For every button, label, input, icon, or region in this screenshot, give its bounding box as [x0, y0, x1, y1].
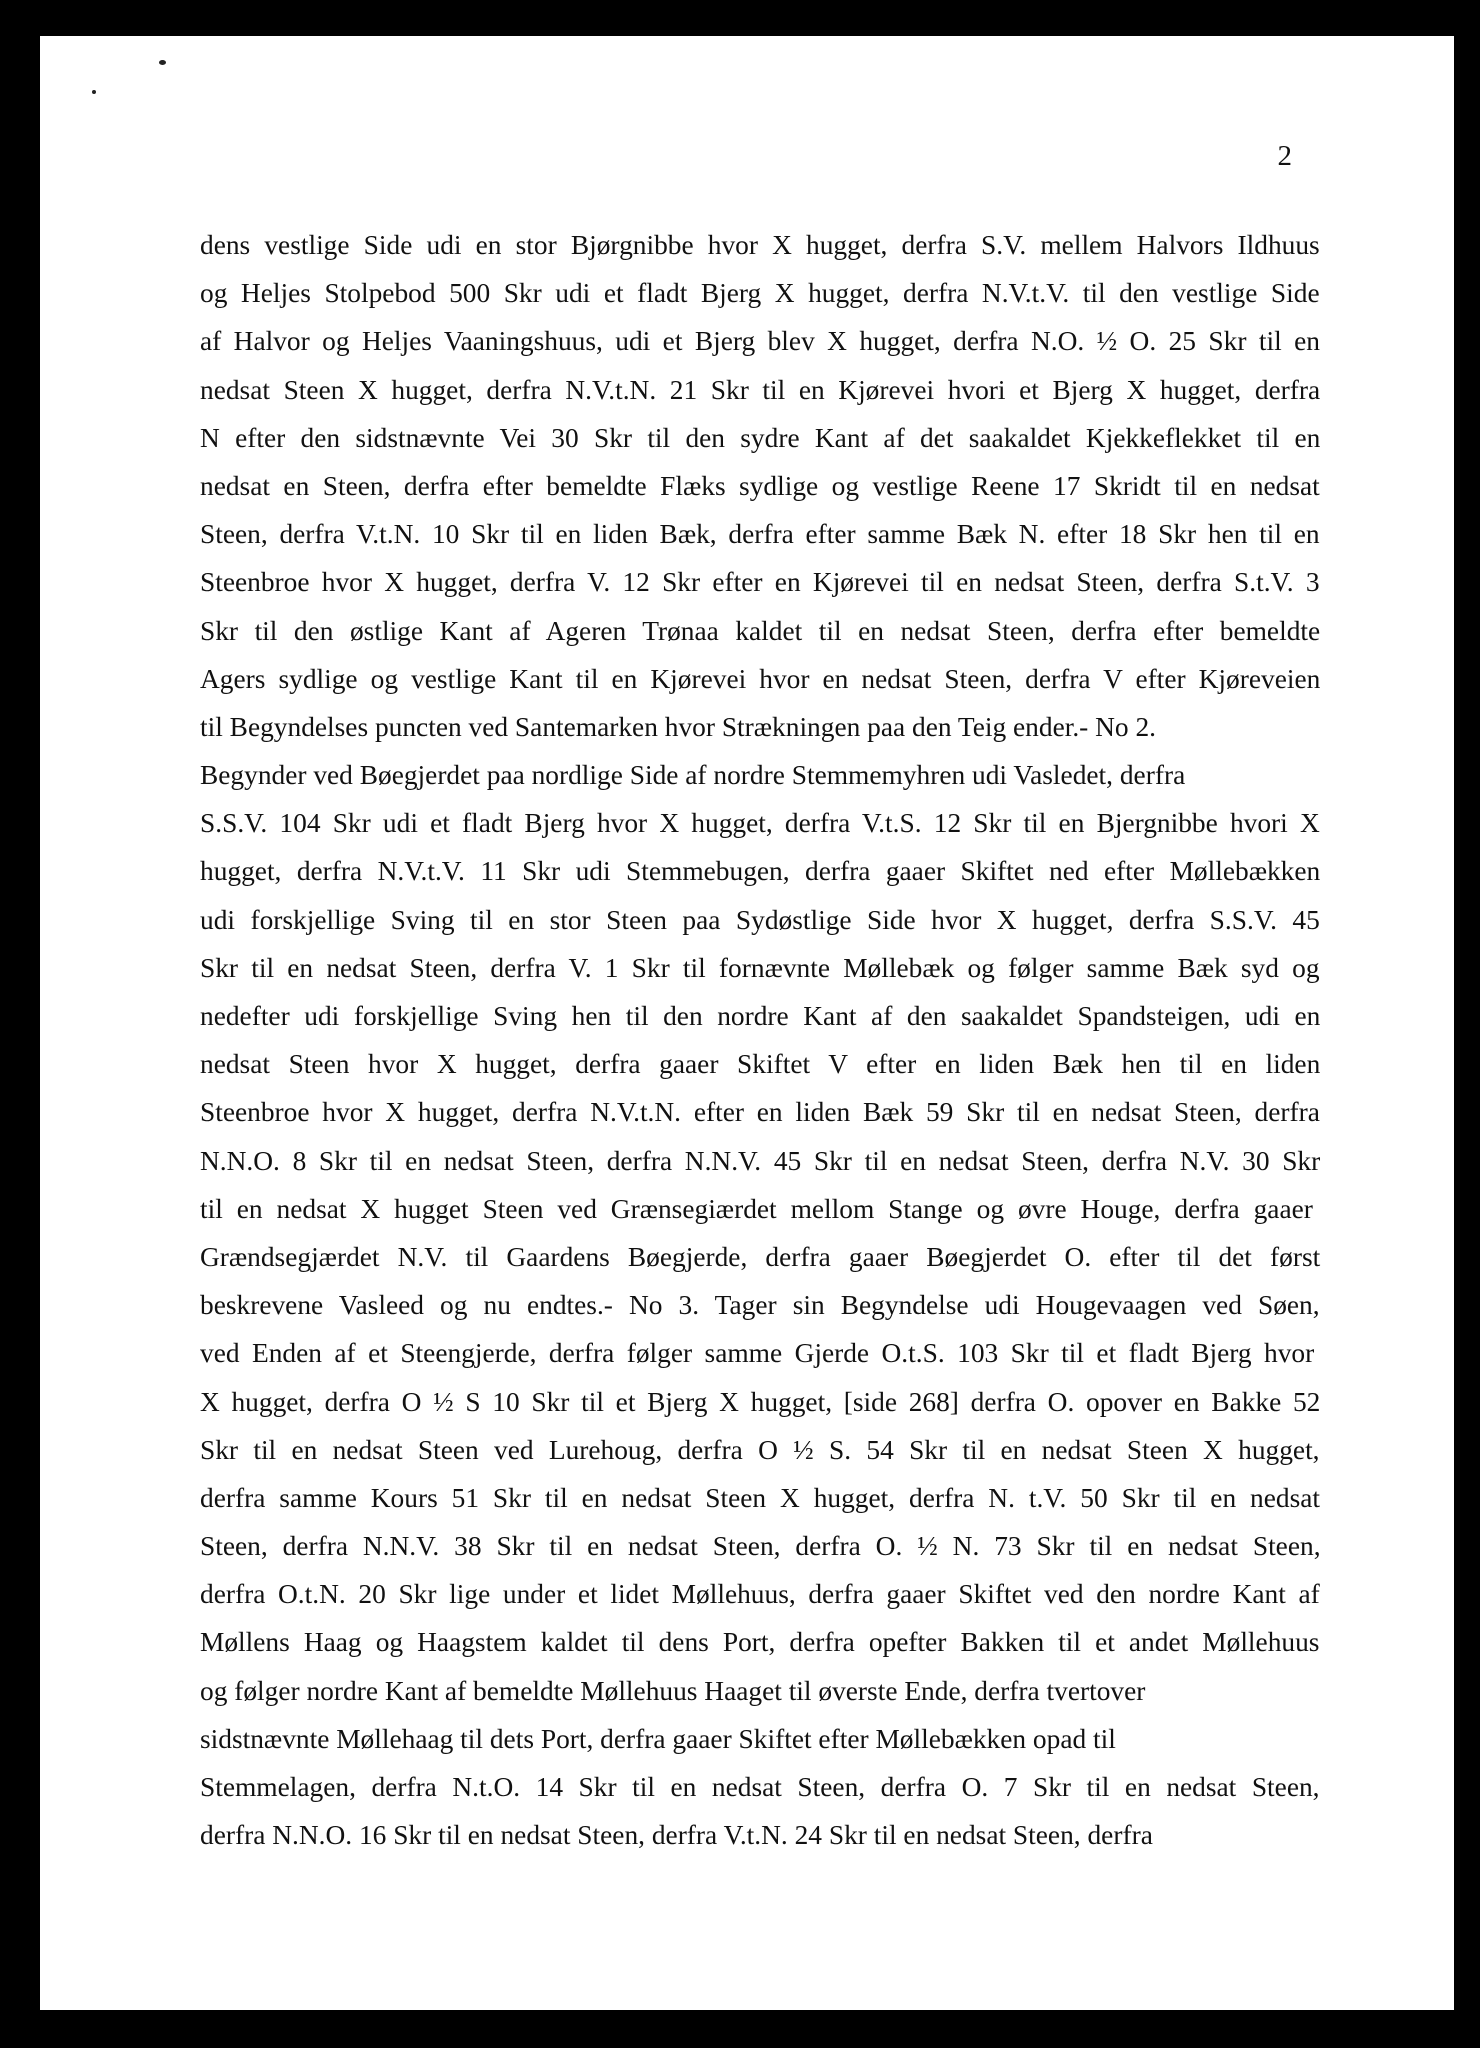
document-page: [40, 36, 1454, 2010]
text-line: og Heljes Stolpebod 500 Skr udi et fladt Bjerg X hugget, derfra N.V.t.V. til den vestlige Side: [200, 278, 1320, 309]
text-line: Møllens Haag og Haagstem kaldet til dens Port, derfra opefter Bakken til et andet Møllehuus: [200, 1627, 1320, 1658]
text-line: Steenbroe hvor X hugget, derfra N.V.t.N. efter en liden Bæk 59 Skr til en nedsat Steen, derfra: [200, 1097, 1320, 1128]
text-line: til en nedsat X hugget Steen ved Grænsegiærdet mellom Stange og øvre Houge, derfra gaaer: [200, 1193, 1313, 1224]
text-line: Agers sydlige og vestlige Kant til en Kjørevei hvor en nedsat Steen, derfra V efter Kjøreveien: [200, 663, 1321, 694]
text-line: ved Enden af et Steengjerde, derfra følger samme Gjerde O.t.S. 103 Skr til et fladt Bjerg hvor: [200, 1338, 1315, 1369]
text-line: derfra O.t.N. 20 Skr lige under et lidet Møllehuus, derfra gaaer Skiftet ved den nordre Kant af: [200, 1579, 1320, 1610]
text-line: Steen, derfra N.N.V. 38 Skr til en nedsat Steen, derfra O. ½ N. 73 Skr til en nedsat Steen,: [200, 1531, 1321, 1562]
text-line: S.S.V. 104 Skr udi et fladt Bjerg hvor X hugget, derfra V.t.S. 12 Skr til en Bjergnibbe hvori X: [200, 808, 1320, 839]
text-line: derfra N.N.O. 16 Skr til en nedsat Steen, derfra V.t.N. 24 Skr til en nedsat Steen, derfra: [200, 1820, 1153, 1851]
text-line: nedsat Steen X hugget, derfra N.V.t.N. 21 Skr til en Kjørevei hvori et Bjerg X hugget, derfra: [200, 374, 1321, 405]
ink-speck: [92, 90, 96, 94]
text-line: nedsat en Steen, derfra efter bemeldte Flæks sydlige og vestlige Reene 17 Skridt til en nedsat: [200, 470, 1320, 501]
text-line: derfra samme Kours 51 Skr til en nedsat Steen X hugget, derfra N. t.V. 50 Skr til en nedsat: [200, 1482, 1321, 1513]
text-line: Skr til den østlige Kant af Ageren Trønaa kaldet til en nedsat Steen, derfra efter bemeldte: [200, 615, 1321, 646]
text-line: udi forskjellige Sving til en stor Steen paa Sydøstlige Side hvor X hugget, derfra S.S.V. 45: [200, 904, 1320, 935]
text-line: nedefter udi forskjellige Sving hen til den nordre Kant af den saakaldet Spandsteigen, udi en: [200, 1001, 1321, 1031]
text-line: beskrevene Vasleed og nu endtes.- No 3. Tager sin Begyndelse udi Hougevaagen ved Søen,: [200, 1290, 1320, 1321]
ink-speck: [159, 60, 166, 65]
text-line: sidstnævnte Møllehaag til dets Port, derfra gaaer Skiftet efter Møllebækken opad til: [200, 1723, 1116, 1754]
text-line: Steen, derfra V.t.N. 10 Skr til en liden Bæk, derfra efter samme Bæk N. efter 18 Skr hen til en: [200, 519, 1320, 550]
text-line: og følger nordre Kant af bemeldte Møllehuus Haaget til øverste Ende, derfra tvertover: [200, 1675, 1146, 1706]
text-line: N.N.O. 8 Skr til en nedsat Steen, derfra N.N.V. 45 Skr til en nedsat Steen, derfra N.V. 30 Skr: [200, 1145, 1321, 1176]
text-line: af Halvor og Heljes Vaaningshuus, udi et Bjerg blev X hugget, derfra N.O. ½ O. 25 Skr til en: [200, 326, 1320, 357]
text-line: til Begyndelses puncten ved Santemarken hvor Strækningen paa den Teig ender.- No 2.: [200, 711, 1157, 742]
text-line: N efter den sidstnævnte Vei 30 Skr til den sydre Kant af det saakaldet Kjekkeflekket til en: [200, 422, 1321, 453]
body-text: [200, 221, 1320, 1859]
text-line: Steenbroe hvor X hugget, derfra V. 12 Skr efter en Kjørevei til en nedsat Steen, derfra S.t.V. 3: [200, 567, 1320, 598]
text-line: nedsat Steen hvor X hugget, derfra gaaer Skiftet V efter en liden Bæk hen til en liden: [200, 1049, 1321, 1080]
text-line: dens vestlige Side udi en stor Bjørgnibbe hvor X hugget, derfra S.V. mellem Halvors Ildhuus: [200, 230, 1320, 260]
page-number: 2: [1277, 140, 1292, 172]
text-line: Grændsegjærdet N.V. til Gaardens Bøegjerde, derfra gaaer Bøegjerdet O. efter til det først: [200, 1241, 1321, 1272]
text-line: Skr til en nedsat Steen, derfra V. 1 Skr til fornævnte Møllebæk og følger samme Bæk syd og: [200, 952, 1320, 983]
text-line: Begynder ved Bøegjerdet paa nordlige Side af nordre Stemmemyhren udi Vasledet, derfra: [200, 760, 1186, 791]
text-line: Skr til en nedsat Steen ved Lurehoug, derfra O ½ S. 54 Skr til en nedsat Steen X hugget,: [200, 1434, 1320, 1465]
text-line: Stemmelagen, derfra N.t.O. 14 Skr til en nedsat Steen, derfra O. 7 Skr til en nedsat Steen,: [200, 1772, 1320, 1802]
text-line: X hugget, derfra O ½ S 10 Skr til et Bjerg X hugget, [side 268] derfra O. opover en Bakke 52: [200, 1386, 1321, 1417]
text-line: hugget, derfra N.V.t.V. 11 Skr udi Stemmebugen, derfra gaaer Skiftet ned efter Møllebækken: [200, 856, 1321, 887]
